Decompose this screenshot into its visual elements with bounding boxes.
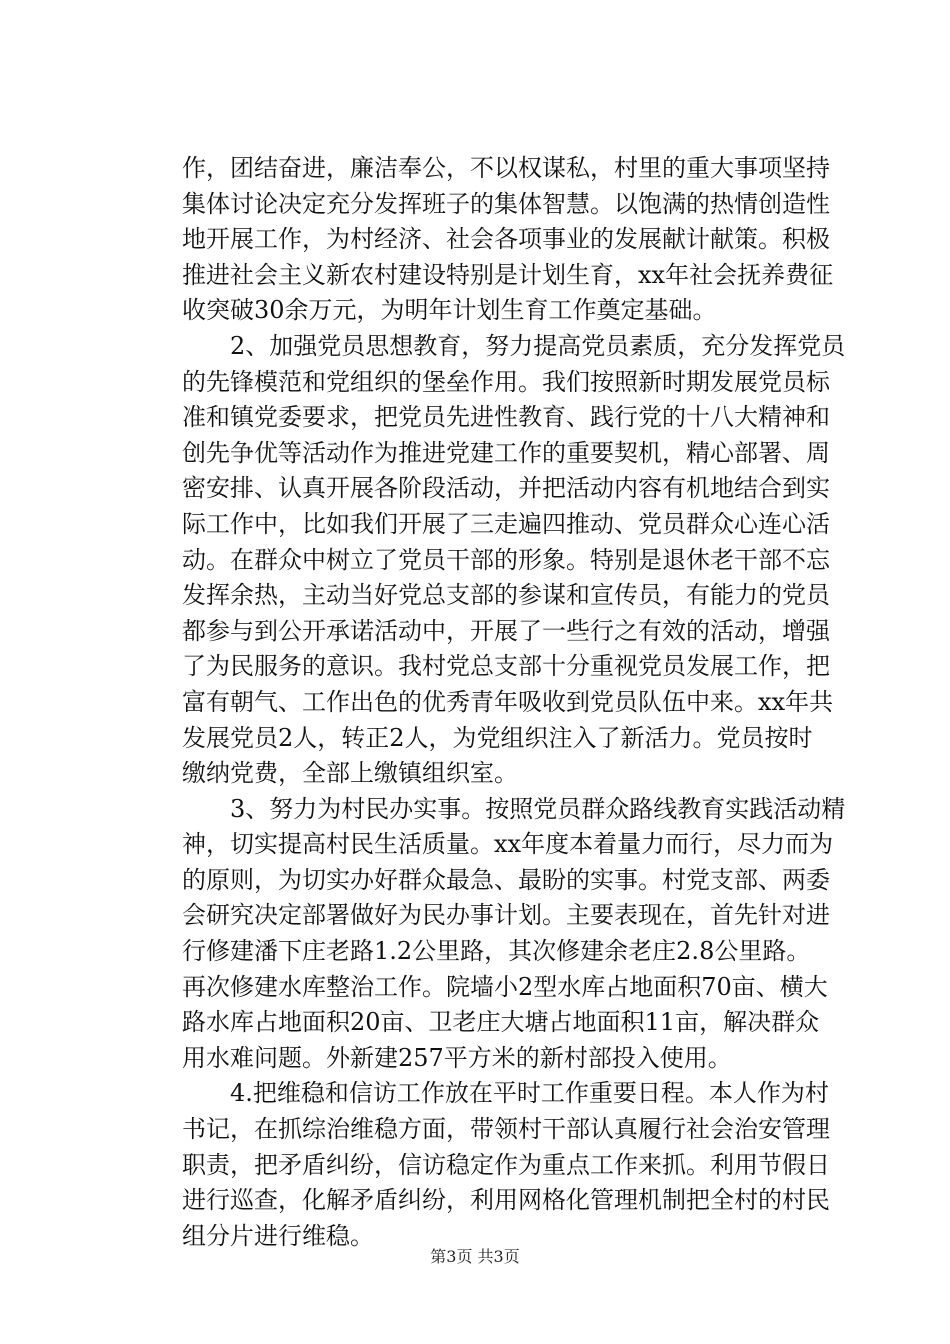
paragraph-3 [182, 792, 846, 1077]
text-line: 3、努力为村民办实事。按照党员群众路线教育实践活动精 [230, 794, 846, 823]
text-line: 的先锋模范和党组织的堡垒作用。我们按照新时期发展党员标 [182, 367, 830, 396]
text-line: 推进社会主义新农村建设特别是计划生育，xx年社会抚养费征 [182, 260, 834, 289]
text-line: 准和镇党委要求，把党员先进性教育、践行党的十八大精神和 [182, 403, 830, 432]
text-line: 动。在群众中树立了党员干部的形象。特别是退休老干部不忘 [182, 545, 830, 574]
text-line: 2、加强党员思想教育，努力提高党员素质，充分发挥党员 [230, 331, 846, 360]
text-line: 地开展工作，为村经济、社会各项事业的发展献计献策。积极 [182, 225, 830, 254]
text-line: 了为民服务的意识。我村党总支部十分重视党员发展工作，把 [182, 652, 830, 681]
text-line: 的原则，为切实办好群众最急、最盼的实事。村党支部、两委 [182, 865, 830, 894]
text-line: 路水库占地面积20亩、卫老庄大塘占地面积11亩，解决群众 [182, 1008, 820, 1037]
text-line: 创先争优等活动作为推进党建工作的重要契机，精心部署、周 [182, 438, 830, 467]
text-line: 缴纳党费，全部上缴镇组织室。 [182, 759, 518, 788]
text-line: 集体讨论决定充分发挥班子的集体智慧。以饱满的热情创造性 [182, 189, 830, 218]
document-body [182, 151, 846, 1254]
text-line: 行修建潘下庄老路1.2公里路，其次修建余老庄2.8公里路。 [182, 937, 811, 966]
text-line: 际工作中，比如我们开展了三走遍四推动、党员群众心连心活 [182, 509, 830, 538]
text-line: 神，切实提高村民生活质量。xx年度本着量力而行，尽力而为 [182, 830, 834, 859]
paragraph-1 [182, 151, 834, 329]
text-line: 发展党员2人，转正2人，为党组织注入了新活力。党员按时 [182, 723, 813, 752]
text-line: 再次修建水库整治工作。院墙小2型水库占地面积70亩、横大 [182, 972, 828, 1001]
text-line: 会研究决定部署做好为民办事计划。主要表现在，首先针对进 [182, 901, 830, 930]
text-line: 用水难问题。外新建257平方米的新村部投入使用。 [182, 1043, 732, 1072]
text-line: 书记，在抓综治维稳方面，带领村干部认真履行社会治安管理 [182, 1115, 830, 1144]
paragraph-4 [182, 1076, 830, 1254]
page-number-footer: 第3页 共3页 [430, 1247, 520, 1266]
text-line: 4.把维稳和信访工作放在平时工作重要日程。本人作为村 [230, 1079, 829, 1108]
text-line: 组分片进行维稳。 [182, 1221, 374, 1250]
text-line: 收突破30余万元，为明年计划生育工作奠定基础。 [182, 296, 717, 325]
text-line: 作，团结奋进，廉洁奉公，不以权谋私，村里的重大事项坚持 [182, 154, 830, 182]
text-line: 进行巡查，化解矛盾纠纷，利用网格化管理机制把全村的村民 [182, 1186, 830, 1215]
text-line: 都参与到公开承诺活动中，开展了一些行之有效的活动，增强 [182, 616, 830, 645]
paragraph-2 [182, 329, 846, 792]
text-line: 职责，把矛盾纠纷，信访稳定作为重点工作来抓。利用节假日 [182, 1150, 830, 1179]
text-line: 富有朝气、工作出色的优秀青年吸收到党员队伍中来。xx年共 [182, 687, 834, 716]
text-line: 发挥余热，主动当好党总支部的参谋和宣传员，有能力的党员 [182, 581, 830, 610]
text-line: 密安排、认真开展各阶段活动，并把活动内容有机地结合到实 [182, 474, 830, 503]
